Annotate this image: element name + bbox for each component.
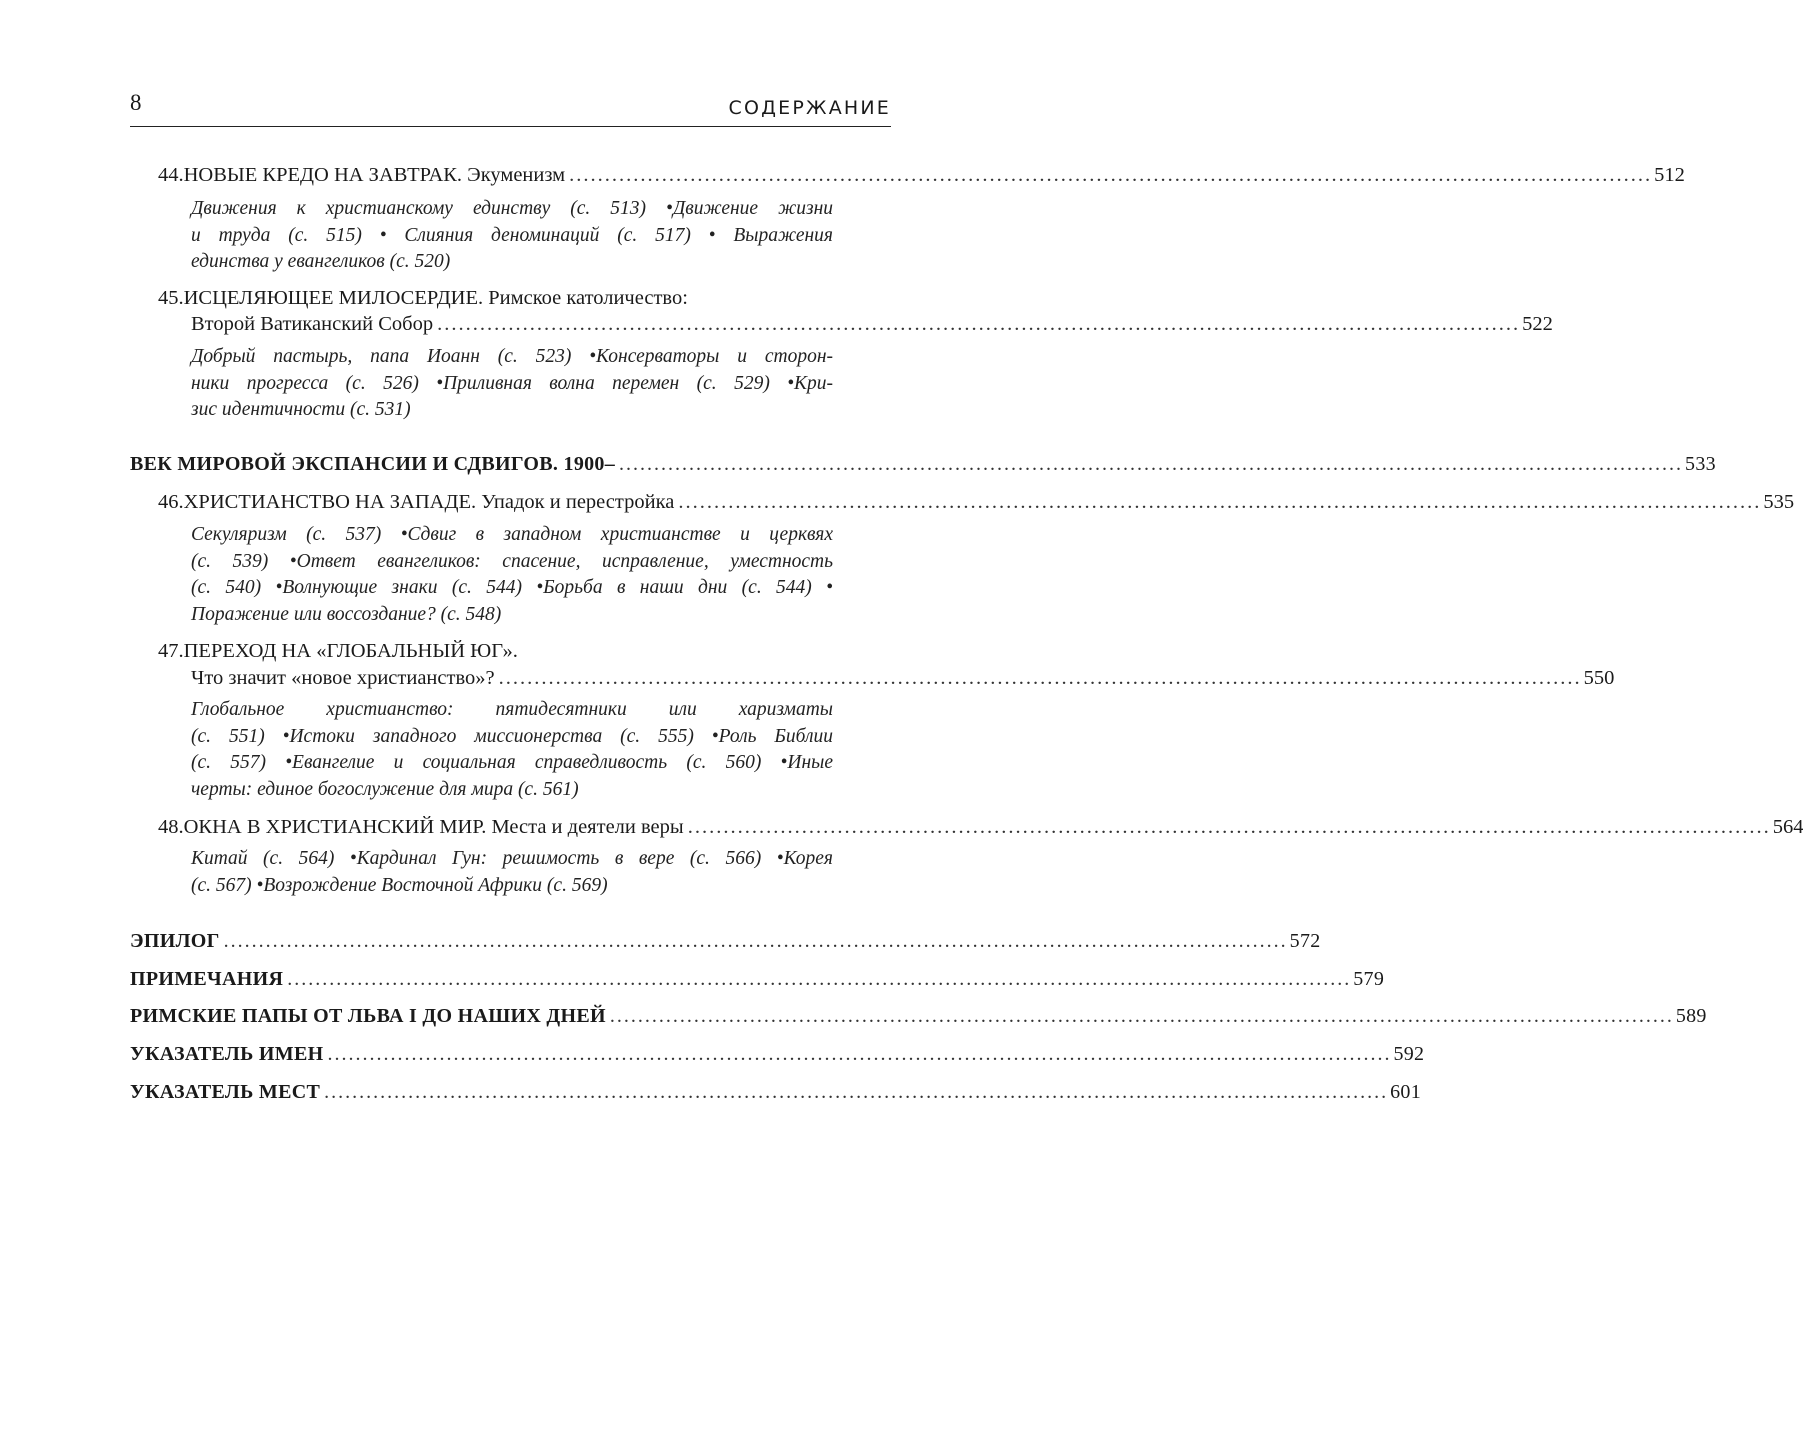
chapter-number: 45. xyxy=(158,287,184,309)
summary-line: Поражение или воссоздание? (с. 548) xyxy=(191,603,502,625)
back-matter-title: УКАЗАТЕЛЬ МЕСТ xyxy=(130,1081,321,1103)
dot-leader: ........................................................................................................................................................ xyxy=(498,667,1582,689)
page-ref: 592 xyxy=(1393,1043,1425,1065)
toc-entry-48[interactable] xyxy=(130,813,1803,841)
summary-line: Глобальное христианство: пятидесятники или харизматы xyxy=(191,699,833,720)
toc-entry-46[interactable] xyxy=(130,488,1795,516)
chapter-title: ОКНА В ХРИСТИАНСКИЙ МИР. Места и деятели веры xyxy=(183,816,684,838)
page-ref: 564 xyxy=(1772,816,1803,838)
back-matter-title: ЭПИЛОГ xyxy=(130,930,220,952)
summary-line: единства у евангеликов (с. 520) xyxy=(191,251,451,272)
chapter-title-continued: Второй Ватиканский Собор xyxy=(191,313,434,335)
back-matter-title: УКАЗАТЕЛЬ ИМЕН xyxy=(130,1043,324,1065)
summary-line: (с. 551) •Истоки западного миссионерства (с. 555) •Роль Библии xyxy=(191,725,833,747)
summary-line: ники прогресса (с. 526) •Приливная волна перемен (с. 529) •Кри- xyxy=(191,372,833,394)
chapter-title: ИСЦЕЛЯЮЩЕЕ МИЛОСЕРДИЕ. Римское католичество: xyxy=(183,287,688,309)
page-ref: 589 xyxy=(1675,1005,1707,1027)
chapter-number: 46. xyxy=(158,491,184,513)
summary-line: (с. 567) •Возрождение Восточной Африки (с. 569) xyxy=(191,874,608,896)
toc-section-heading[interactable] xyxy=(130,450,1716,478)
dot-leader: ........................................................................................................................................................ xyxy=(223,930,1288,952)
chapter-title: НОВЫЕ КРЕДО НА ЗАВТРАК. Экуменизм xyxy=(183,164,566,186)
page-ref: 550 xyxy=(1583,667,1615,689)
chapter-summary-48 xyxy=(191,846,833,899)
toc-entry-notes[interactable] xyxy=(130,965,1385,993)
summary-line: и труда (с. 515) • Слияния деноминаций (с. 517) • Выражения xyxy=(191,224,833,246)
summary-line: черты: единое богослужение для мира (с. 561) xyxy=(191,778,579,800)
summary-line: зис идентичности (с. 531) xyxy=(191,399,411,420)
chapter-title-continued: Что значит «новое христианство»? xyxy=(191,667,495,689)
chapter-summary-45 xyxy=(191,344,833,424)
dot-leader: ........................................................................................................................................................ xyxy=(609,1005,1674,1027)
running-head-title: СОДЕРЖАНИЕ xyxy=(728,97,891,119)
page-ref: 512 xyxy=(1654,164,1685,186)
chapter-title: ХРИСТИАНСТВО НА ЗАПАДЕ. Упадок и перестройка xyxy=(183,491,675,513)
toc-entry-47-cont[interactable] xyxy=(130,664,1615,692)
page-ref: 579 xyxy=(1353,968,1385,990)
toc-entry-45[interactable] xyxy=(130,284,888,312)
toc-entry-place-index[interactable] xyxy=(130,1078,1422,1106)
chapter-number: 48. xyxy=(158,816,184,838)
summary-line: Добрый пастырь, папа Иоанн (с. 523) •Консерваторы и сторон- xyxy=(191,346,833,367)
summary-line: Движения к христианскому единству (с. 513) •Движение жизни xyxy=(191,198,833,219)
toc-entry-name-index[interactable] xyxy=(130,1040,1425,1068)
back-matter-title: ПРИМЕЧАНИЯ xyxy=(130,968,284,990)
dot-leader: ........................................................................................................................................................ xyxy=(569,164,1653,186)
page-ref: 535 xyxy=(1763,491,1795,513)
dot-leader: ........................................................................................................................................................ xyxy=(687,816,1771,838)
summary-line: Секуляризм (с. 537) •Сдвиг в западном христианстве и церквях xyxy=(191,524,833,545)
page-ref: 572 xyxy=(1289,930,1321,952)
toc-entry-47[interactable] xyxy=(130,637,888,665)
dot-leader: ........................................................................................................................................................ xyxy=(324,1081,1389,1103)
chapter-number: 44. xyxy=(158,164,184,186)
page-ref: 522 xyxy=(1522,313,1553,335)
section-title: ВЕК МИРОВОЙ ЭКСПАНСИИ И СДВИГОВ. 1900– xyxy=(130,453,616,475)
summary-line: (с. 540) •Волнующие знаки (с. 544) •Борьба в наши дни (с. 544) • xyxy=(191,577,833,598)
toc-entry-45-cont[interactable] xyxy=(130,310,1553,338)
summary-line: Китай (с. 564) •Кардинал Гун: решимость в вере (с. 566) •Корея xyxy=(191,848,833,869)
chapter-summary-47 xyxy=(191,697,833,803)
dot-leader: ........................................................................................................................................................ xyxy=(287,968,1352,990)
chapter-number: 47. xyxy=(158,640,184,662)
page-ref: 601 xyxy=(1390,1081,1422,1103)
dot-leader: ........................................................................................................................................................ xyxy=(678,491,1762,513)
summary-line: (с. 539) •Ответ евангеликов: спасение, исправление, уместность xyxy=(191,550,833,572)
toc-entry-popes[interactable] xyxy=(130,1002,1707,1030)
table-of-contents xyxy=(130,0,1803,1447)
back-matter-title: РИМСКИЕ ПАПЫ ОТ ЛЬВА I ДО НАШИХ ДНЕЙ xyxy=(130,1005,606,1027)
dot-leader: ........................................................................................................................................................ xyxy=(619,453,1684,475)
chapter-summary-44 xyxy=(191,196,833,276)
toc-entry-epilogue[interactable] xyxy=(130,927,1321,955)
toc-entry-44[interactable] xyxy=(130,161,1685,189)
dot-leader: ........................................................................................................................................................ xyxy=(327,1043,1392,1065)
summary-line: (с. 557) •Евангелие и социальная справедливость (с. 560) •Иные xyxy=(191,752,833,773)
chapter-summary-46 xyxy=(191,522,833,628)
page-number: 8 xyxy=(130,90,142,115)
chapter-title: ПЕРЕХОД НА «ГЛОБАЛЬНЫЙ ЮГ». xyxy=(183,640,518,662)
dot-leader: ........................................................................................................................................................ xyxy=(437,313,1521,335)
page-ref: 533 xyxy=(1685,453,1716,475)
